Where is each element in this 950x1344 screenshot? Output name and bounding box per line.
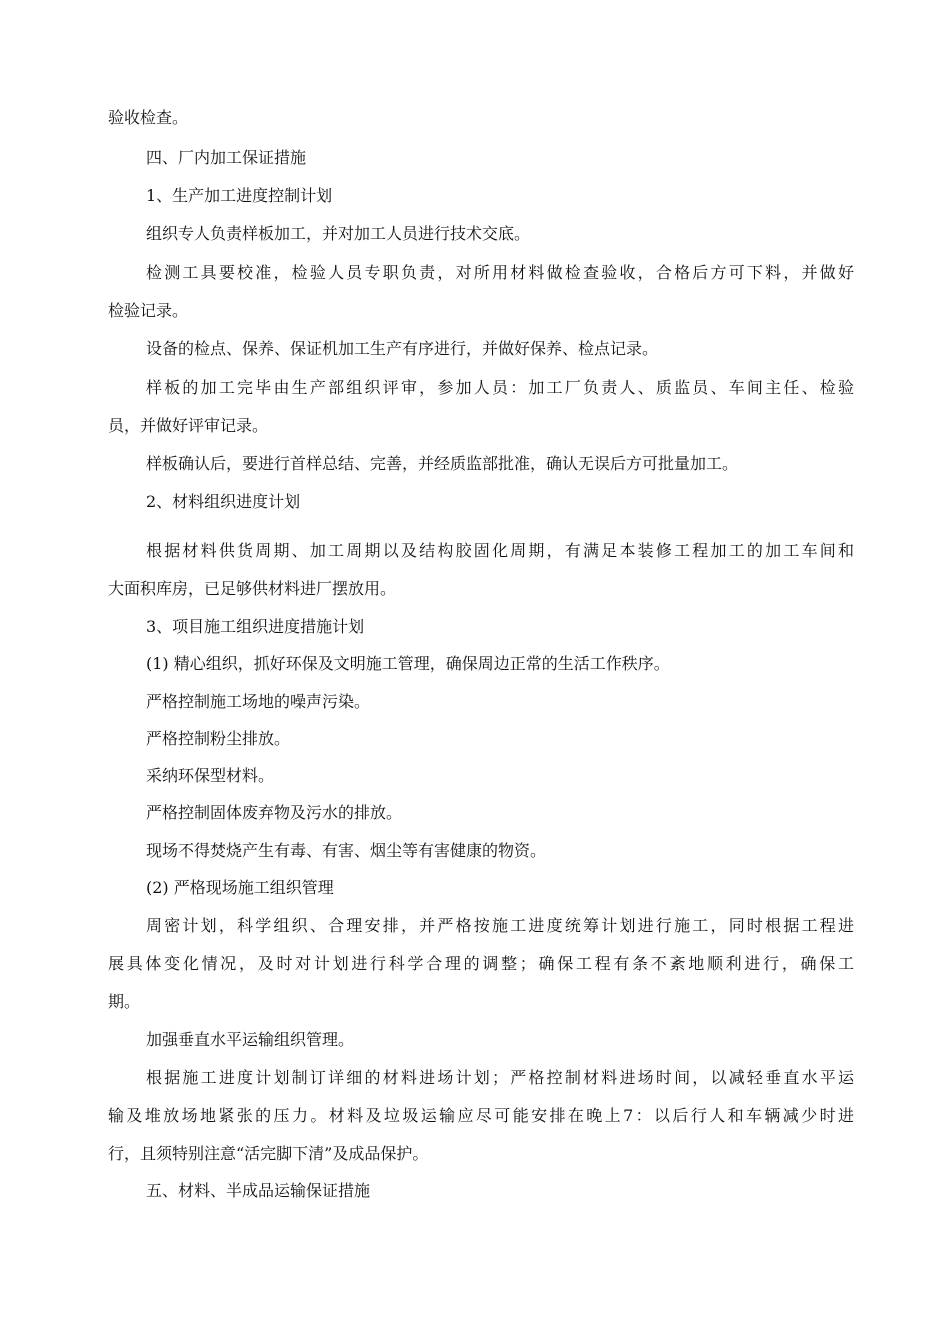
paragraph-line: 验收检查。	[108, 108, 189, 127]
paragraph-line: 员，并做好评审记录。	[108, 416, 269, 435]
paragraph-line: 采纳环保型材料。	[146, 766, 275, 785]
list-item-heading: (2) 严格现场施工组织管理	[146, 878, 334, 897]
paragraph-line: 检验记录。	[108, 301, 189, 320]
paragraph-line: 展具体变化情况，及时对计划进行科学合理的调整；确保工程有条不紊地顺利进行，确保工	[108, 954, 854, 973]
paragraph-line: 严格控制固体废弃物及污水的排放。	[146, 803, 403, 822]
paragraph-line: 严格控制施工场地的噪声污染。	[146, 692, 371, 711]
paragraph-line: 行，且须特别注意“活完脚下清”及成品保护。	[108, 1144, 429, 1163]
paragraph-line: 根据施工进度计划制订详细的材料进场计划；严格控制材料进场时间，以减轻垂直水平运	[146, 1068, 854, 1087]
subsection-heading: 1、生产加工进度控制计划	[146, 186, 333, 205]
paragraph-line: 样板的加工完毕由生产部组织评审，参加人员：加工厂负责人、质监员、车间主任、检验	[146, 378, 854, 397]
paragraph-line: 根据材料供货周期、加工周期以及结构胶固化周期，有满足本装修工程加工的加工车间和	[146, 541, 854, 560]
subsection-heading: 2、材料组织进度计划	[146, 492, 301, 511]
paragraph-line: 输及堆放场地紧张的压力。材料及垃圾运输应尽可能安排在晚上7：以后行人和车辆减少时进	[108, 1106, 854, 1125]
list-item-heading: (1) 精心组织，抓好环保及文明施工管理，确保周边正常的生活工作秩序。	[146, 654, 670, 673]
section-heading: 五、材料、半成品运输保证措施	[146, 1181, 371, 1200]
paragraph-line: 检测工具要校准，检验人员专职负责，对所用材料做检查验收，合格后方可下料，并做好	[146, 263, 854, 282]
paragraph-line: 设备的检点、保养、保证机加工生产有序进行，并做好保养、检点记录。	[146, 339, 659, 358]
paragraph-line: 期。	[108, 992, 141, 1011]
paragraph-line: 大面积库房，已足够供材料进厂摆放用。	[108, 579, 397, 598]
section-heading: 四、厂内加工保证措施	[146, 148, 307, 167]
paragraph-line: 加强垂直水平运输组织管理。	[146, 1030, 355, 1049]
paragraph-line: 周密计划，科学组织、合理安排，并严格按施工进度统筹计划进行施工，同时根据工程进	[146, 916, 854, 935]
subsection-heading: 3、项目施工组织进度措施计划	[146, 617, 365, 636]
paragraph-line: 组织专人负责样板加工，并对加工人员进行技术交底。	[146, 224, 531, 243]
paragraph-line: 严格控制粉尘排放。	[146, 729, 291, 748]
paragraph-line: 样板确认后，要进行首样总结、完善，并经质监部批准，确认无误后方可批量加工。	[146, 454, 739, 473]
paragraph-line: 现场不得焚烧产生有毒、有害、烟尘等有害健康的物资。	[146, 841, 547, 860]
